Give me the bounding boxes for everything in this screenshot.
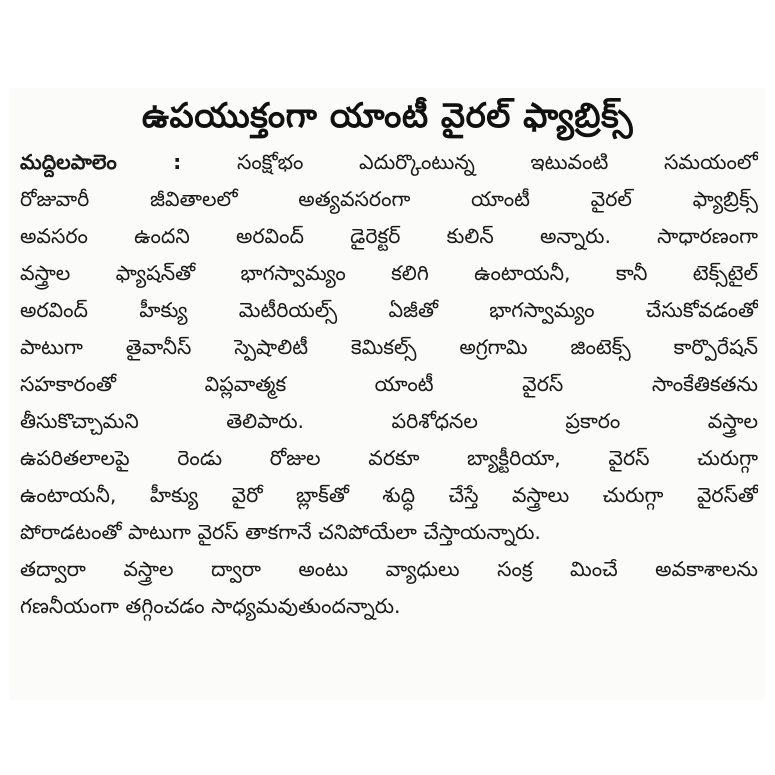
article-body bbox=[20, 144, 758, 625]
article-line: అరవింద్ హీక్యు మెటీరియల్స్ ఏజీతో భాగస్వామ్యం చేసుకోవడంతో bbox=[20, 298, 758, 322]
article-line: అవసరం ఉందని అరవింద్ డైరెక్టర్ కులిన్ అన్నారు. సాధారణంగా bbox=[20, 224, 758, 248]
article-line: సహకారంతో విప్లవాత్మక యాంటీ వైరస్ సాంకేతికతను bbox=[20, 372, 758, 396]
article-dateline: మద్దిలపాలెం : bbox=[20, 150, 182, 174]
article-line: ఉపరితలాలపై రెండు రోజుల వరకూ బ్యాక్టీరియా, వైరస్ చురుగ్గా bbox=[20, 446, 758, 470]
article-line: పాటుగా తైవానీస్ స్పెషాలిటీ కెమికల్స్ అగ్రగామి జింటెక్స్ కార్పొరేషన్ bbox=[20, 335, 758, 359]
article-line: రోజువారీ జీవితాలలో అత్యవసరంగా యాంటీ వైరల్ ఫ్యాబ్రిక్స్ bbox=[20, 187, 758, 211]
article-headline: ఉపయుక్తంగా యాంటీ వైరల్ ఫ్యాబ్రిక్స్ bbox=[141, 96, 634, 136]
article-line: వస్త్రాల ఫ్యాషన్‌తో భాగస్వామ్యం కలిగి ఉంటాయనీ, కానీ టెక్స్‌టైల్ bbox=[20, 261, 758, 285]
article-line: తద్వారా వస్త్రాల ద్వారా అంటు వ్యాధులు సంక్ర మించే అవకాశాలను bbox=[20, 557, 758, 581]
article-line: తీసుకొచ్చామని తెలిపారు. పరిశోధనల ప్రకారం వస్త్రాల bbox=[20, 409, 758, 433]
article-line: గణనీయంగా తగ్గించడం సాధ్యమవుతుందన్నారు. bbox=[20, 594, 401, 618]
article-line-text: సంక్షోభం ఎదుర్కొంటున్న ఇటువంటి సమయంలో bbox=[236, 150, 758, 174]
article-line: పోరాడటంతో పాటుగా వైరస్ తాకగానే చనిపోయేలా చేస్తాయన్నారు. bbox=[20, 520, 541, 544]
newspaper-clipping bbox=[10, 88, 765, 700]
article-line: ఉంటాయనీ, హీక్యు వైరో బ్లాక్‌తో శుద్ధి చేస్తే వస్త్రాలు చురుగ్గా వైరస్‌తో bbox=[20, 483, 758, 507]
article-line bbox=[20, 144, 758, 181]
